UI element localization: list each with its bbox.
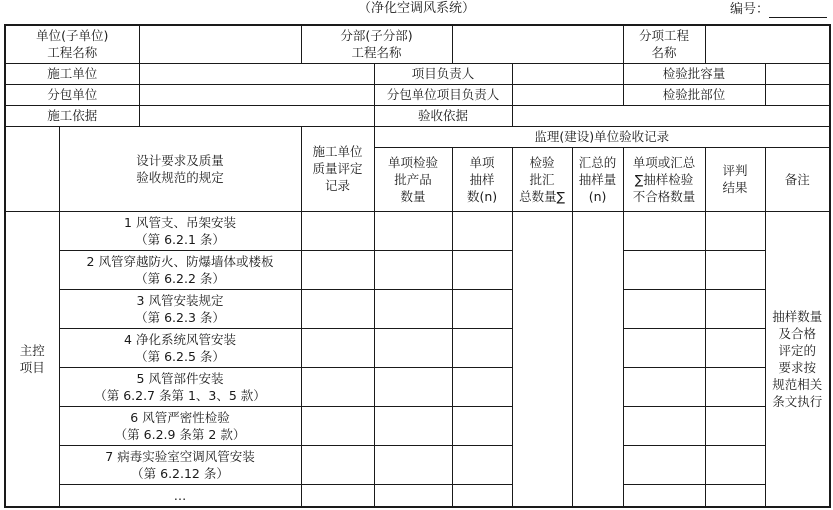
value-sub-project-name[interactable] <box>452 25 623 63</box>
record-cell[interactable] <box>301 289 374 328</box>
main-control-item-4: 4 净化系统风管安装 （第 6.2.5 条） <box>59 328 301 367</box>
header-single-batch-qty: 单项检验 批产品 数量 <box>374 147 452 211</box>
judgment-cell[interactable] <box>705 328 765 367</box>
header-supervision-group: 监理(建设)单位验收记录 <box>374 126 830 147</box>
judgment-cell[interactable] <box>705 289 765 328</box>
label-construction-basis: 施工依据 <box>5 105 139 126</box>
header-remarks: 备注 <box>765 147 830 211</box>
header-design-requirements: 设计要求及质量 验收规范的规定 <box>59 126 301 211</box>
sample-cell[interactable] <box>452 367 512 406</box>
serial-number-blank[interactable] <box>769 3 827 18</box>
main-control-item-6: 6 风管严密性检验 （第 6.2.9 条第 2 款） <box>59 406 301 445</box>
label-subcontract-unit: 分包单位 <box>5 84 139 105</box>
record-cell[interactable] <box>301 250 374 289</box>
batch-total-cell[interactable] <box>512 211 572 507</box>
main-control-item-2: 2 风管穿越防火、防爆墙体或楼板 （第 6.2.2 条） <box>59 250 301 289</box>
label-project-manager: 项目负责人 <box>374 63 512 84</box>
value-subcontract-manager[interactable] <box>512 84 623 105</box>
sample-cell[interactable] <box>452 211 512 250</box>
record-cell[interactable] <box>301 328 374 367</box>
label-subcontract-manager: 分包单位项目负责人 <box>374 84 512 105</box>
record-cell[interactable] <box>301 367 374 406</box>
acceptance-record-table <box>4 24 831 508</box>
judgment-cell[interactable] <box>705 484 765 507</box>
remarks-note: 抽样数量 及合格 评定的 要求按 规范相关 条文执行 <box>765 211 830 507</box>
nonconforming-cell[interactable] <box>623 289 705 328</box>
value-construction-basis[interactable] <box>139 105 374 126</box>
sample-cell[interactable] <box>452 328 512 367</box>
nonconforming-cell[interactable] <box>623 211 705 250</box>
main-control-item-5: 5 风管部件安装 （第 6.2.7 条第 1、3、5 款） <box>59 367 301 406</box>
judgment-cell[interactable] <box>705 211 765 250</box>
label-batch-location: 检验批部位 <box>623 84 765 105</box>
value-project-manager[interactable] <box>512 63 623 84</box>
sample-cell[interactable] <box>452 406 512 445</box>
batch-qty-cell[interactable] <box>374 328 452 367</box>
sample-cell[interactable] <box>452 484 512 507</box>
record-cell[interactable] <box>301 484 374 507</box>
serial-label: 编号： <box>730 2 770 17</box>
header-total-sample: 汇总的 抽样量 (n) <box>572 147 623 211</box>
batch-qty-cell[interactable] <box>374 445 452 484</box>
header-batch-total: 检验 批汇 总数量∑ <box>512 147 572 211</box>
record-cell[interactable] <box>301 211 374 250</box>
nonconforming-cell[interactable] <box>623 406 705 445</box>
record-cell[interactable] <box>301 406 374 445</box>
judgment-cell[interactable] <box>705 406 765 445</box>
value-acceptance-basis[interactable] <box>512 105 830 126</box>
main-control-item-1: 1 风管支、吊架安装 （第 6.2.1 条） <box>59 211 301 250</box>
value-subcontract-unit[interactable] <box>139 84 374 105</box>
serial-number <box>730 2 827 18</box>
header-nonconforming: 单项或汇总 ∑抽样检验 不合格数量 <box>623 147 705 211</box>
label-unit-project-name: 单位(子单位) 工程名称 <box>5 25 139 63</box>
value-construction-unit[interactable] <box>139 63 374 84</box>
batch-qty-cell[interactable] <box>374 484 452 507</box>
nonconforming-cell[interactable] <box>623 250 705 289</box>
header-single-sample: 单项 抽样 数(n) <box>452 147 512 211</box>
sample-cell[interactable] <box>452 250 512 289</box>
total-sample-cell[interactable] <box>572 211 623 507</box>
judgment-cell[interactable] <box>705 250 765 289</box>
label-batch-capacity: 检验批容量 <box>623 63 765 84</box>
main-control-item-3: 3 风管安装规定 （第 6.2.3 条） <box>59 289 301 328</box>
header-judgment: 评判 结果 <box>705 147 765 211</box>
label-sub-project-name: 分部(子分部) 工程名称 <box>301 25 452 63</box>
value-batch-location[interactable] <box>765 84 830 105</box>
batch-qty-cell[interactable] <box>374 211 452 250</box>
batch-qty-cell[interactable] <box>374 289 452 328</box>
label-item-project-name: 分项工程 名称 <box>623 25 705 63</box>
judgment-cell[interactable] <box>705 367 765 406</box>
record-cell[interactable] <box>301 445 374 484</box>
more-items-ellipsis: … <box>59 484 301 507</box>
main-control-item-7: 7 病毒实验室空调风管安装 （第 6.2.12 条） <box>59 445 301 484</box>
batch-qty-cell[interactable] <box>374 250 452 289</box>
main-control-label: 主控 项目 <box>5 211 59 507</box>
blank-header-cell <box>5 126 59 211</box>
nonconforming-cell[interactable] <box>623 367 705 406</box>
label-construction-unit: 施工单位 <box>5 63 139 84</box>
header-construction-record: 施工单位 质量评定 记录 <box>301 126 374 211</box>
value-item-project-name[interactable] <box>705 25 830 63</box>
value-batch-capacity[interactable] <box>765 63 830 84</box>
value-unit-project-name[interactable] <box>139 25 301 63</box>
batch-qty-cell[interactable] <box>374 406 452 445</box>
nonconforming-cell[interactable] <box>623 328 705 367</box>
nonconforming-cell[interactable] <box>623 445 705 484</box>
label-acceptance-basis: 验收依据 <box>374 105 512 126</box>
judgment-cell[interactable] <box>705 445 765 484</box>
sample-cell[interactable] <box>452 445 512 484</box>
nonconforming-cell[interactable] <box>623 484 705 507</box>
sample-cell[interactable] <box>452 289 512 328</box>
form-subtitle: （净化空调风系统） <box>357 1 475 16</box>
batch-qty-cell[interactable] <box>374 367 452 406</box>
